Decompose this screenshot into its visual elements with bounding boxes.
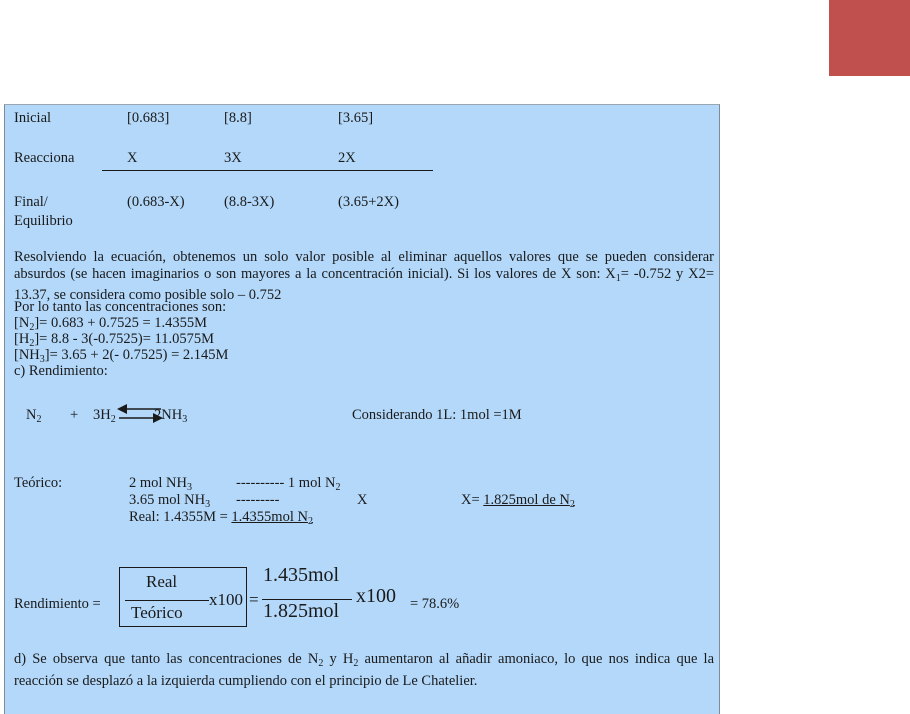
teorico-result: X= 1.825mol de $N_2$ [461,492,575,510]
teorico-line1-right: ---------- 1 mol $N_2$ [236,475,341,493]
fraction-num: Real [146,572,178,591]
reaction-plus: + [70,407,79,423]
final-n2: (0.683-X) [127,194,185,210]
fraction2-x100: x100 [356,585,396,607]
reacciona-h2: 3X [224,150,242,166]
reaction-note: Considerando 1L: 1mol =1M [352,407,522,423]
reaction-nh3: $2NH_3$ [154,407,188,425]
label-final: Final/ [14,194,48,210]
solution-text: Resolviendo la ecuación, obtenemos un solo valor posible al eliminar aquellos valores que se pueden considerar absurdos (se hacen imaginarios o son mayores a la concentración inicial). Si los valores de X son: X [14,249,714,282]
teorico-label: Teórico: [14,475,63,491]
fraction2-num: 1.435mol [263,564,340,586]
teorico-line2-left: 3.65 mol $NH_3$ [129,492,211,510]
inicial-h2: [8.8] [224,110,252,126]
solution-paragraph [14,249,714,304]
final-h2: (8.8-3X) [224,194,275,210]
rendimiento-equals: = [249,590,259,609]
h2-concentration: $[H_2]= 8.8 - 3(-0.7525)= 11.0575M$ [14,331,215,349]
reacciona-underline [102,170,433,171]
fraction-line [125,600,209,601]
label-inicial: Inicial [14,110,52,126]
inicial-nh3: [3.65] [338,110,374,126]
fraction2-den: 1.825mol [263,600,340,622]
x1-subscript: 1 [615,272,621,284]
label-equilibrio: Equilibrio [14,213,73,229]
reaction-n2: $N_2$ [26,407,42,425]
content-panel [4,104,720,714]
concentrations-intro: Por lo tanto las concentraciones son: [14,299,227,315]
final-nh3: (3.65+2X) [338,194,399,210]
teorico-x: X [357,492,368,508]
rendimiento-label: Rendimiento = [14,596,101,612]
reacciona-n2: X [127,150,138,166]
rendimiento-result: = 78.6% [410,596,460,612]
section-c-label: c) Rendimiento: [14,363,108,379]
teorico-real: Real: 1.4355M = 1.4355mol $N_2$ [129,509,313,527]
teorico-line1-left: 2 mol $NH_3$ [129,475,192,493]
accent-block [829,0,910,76]
n2-concentration: $[N_2]= 0.683 + 0.7525 = 1.4355M$ [14,315,208,333]
reacciona-nh3: 2X [338,150,356,166]
fraction-x100: x100 [209,590,243,609]
reaction-h2: $3H_2$ [93,407,116,425]
label-reacciona: Reacciona [14,150,75,166]
teorico-line2-dashes: --------- [236,492,280,508]
solution-tail: = -0.752 y X2= 13.37, se considera como posible solo – 0.752 [14,265,715,303]
conclusion-paragraph: d) Se observa que tanto las concentraciones de $N_2$ y $H_2$ aumentaron al añadir amoniaco, lo que nos indica que la reacción se desplazó a la izquierda cumpliendo con el principio de Le Chatelier. [14,651,714,689]
inicial-n2: [0.683] [127,110,170,126]
nh3-concentration: $[NH_3]= 3.65 + 2(-$ 0.7525) = 2.145M [14,347,229,365]
fraction-den: Teórico [131,603,183,622]
